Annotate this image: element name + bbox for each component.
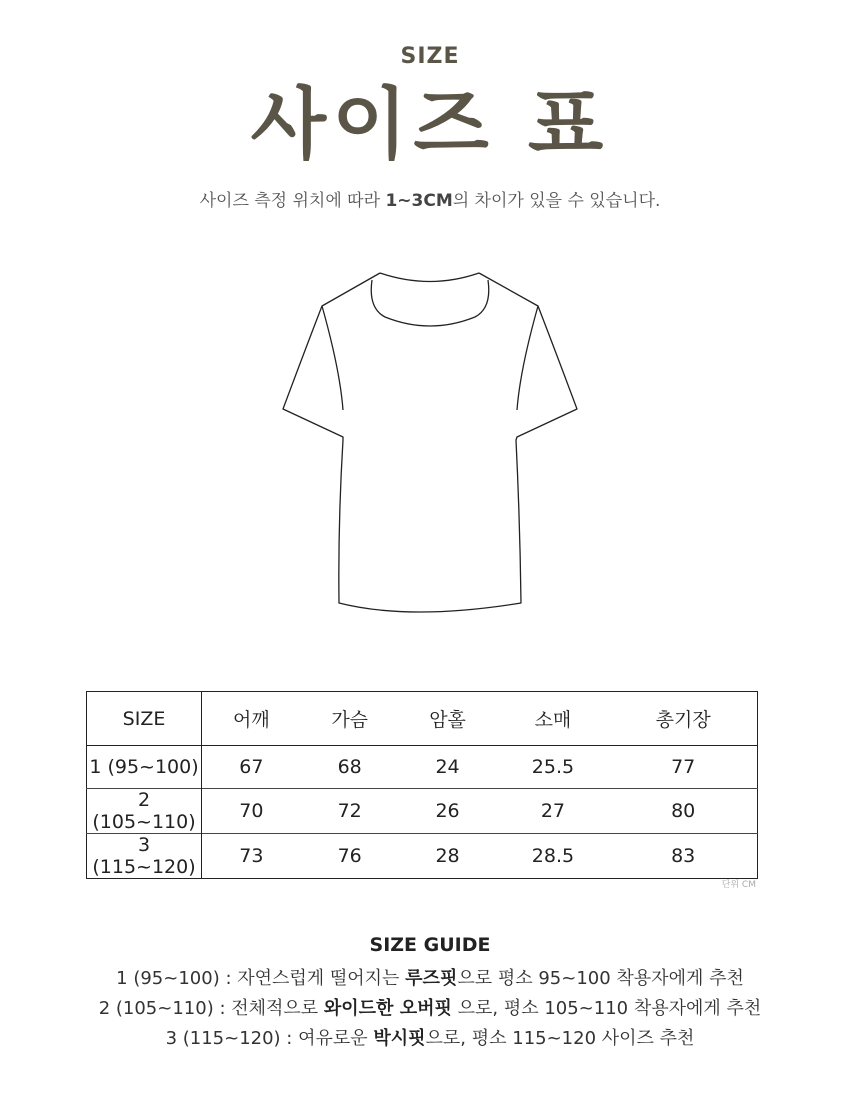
table-cell: 70 xyxy=(202,789,301,834)
header-armhole: 암홀 xyxy=(399,692,497,746)
table-cell: 72 xyxy=(301,789,399,834)
subtitle-post: 의 차이가 있을 수 있습니다. xyxy=(452,191,661,211)
guide-line-2 xyxy=(0,994,860,1020)
header-sleeve: 소매 xyxy=(497,692,610,746)
table-cell: 80 xyxy=(609,789,757,834)
guide-line-text: 1 (95~100) : 자연스럽게 떨어지는 xyxy=(116,968,406,989)
table-cell: 24 xyxy=(399,746,497,789)
table-cell: 76 xyxy=(301,834,399,879)
table-cell: 1 (95~100) xyxy=(87,746,202,789)
table-cell: 26 xyxy=(399,789,497,834)
table-cell: 25.5 xyxy=(497,746,610,789)
guide-title: SIZE GUIDE xyxy=(369,934,491,956)
table-cell: 73 xyxy=(202,834,301,879)
table-row xyxy=(87,834,758,879)
table-cell: 27 xyxy=(497,789,610,834)
subtitle-pre: 사이즈 측정 위치에 따라 xyxy=(199,191,386,211)
guide-fit-name: 와이드한 오버핏 xyxy=(323,998,452,1019)
table-cell: 83 xyxy=(609,834,757,879)
header-total-length: 총기장 xyxy=(609,692,757,746)
unit-note: 단위 CM xyxy=(721,880,756,890)
guide-line-1 xyxy=(0,964,860,990)
table-cell: 2 (105~110) xyxy=(87,789,202,834)
guide-line-text: 으로, 평소 105~110 착용자에게 추천 xyxy=(451,998,762,1019)
table-cell: 28 xyxy=(399,834,497,879)
table-header-row xyxy=(87,692,758,746)
eyebrow-label: SIZE xyxy=(400,44,460,69)
header-chest: 가슴 xyxy=(301,692,399,746)
guide-fit-name: 박시핏 xyxy=(373,1028,426,1049)
table-cell: 28.5 xyxy=(497,834,610,879)
table-row xyxy=(87,746,758,789)
guide-line-text: 2 (105~110) : 전체적으로 xyxy=(98,998,324,1019)
size-table xyxy=(86,691,758,879)
subtitle-bold: 1~3CM xyxy=(385,191,453,211)
table-cell: 77 xyxy=(609,746,757,789)
header-size: SIZE xyxy=(87,692,202,746)
guide-fit-name: 루즈핏 xyxy=(405,968,458,989)
tshirt-outline-icon xyxy=(270,260,590,630)
guide-line-text: 으로 평소 95~100 착용자에게 추천 xyxy=(457,968,744,989)
guide-line-text: 으로, 평소 115~120 사이즈 추천 xyxy=(425,1028,695,1049)
subtitle xyxy=(0,186,860,211)
table-cell: 67 xyxy=(202,746,301,789)
table-cell: 3 (115~120) xyxy=(87,834,202,879)
page-title: 사이즈 표 xyxy=(250,80,610,170)
table-row xyxy=(87,789,758,834)
guide-line-3 xyxy=(0,1024,860,1050)
guide-line-text: 3 (115~120) : 여유로운 xyxy=(165,1028,374,1049)
header-shoulder: 어깨 xyxy=(202,692,301,746)
table-cell: 68 xyxy=(301,746,399,789)
